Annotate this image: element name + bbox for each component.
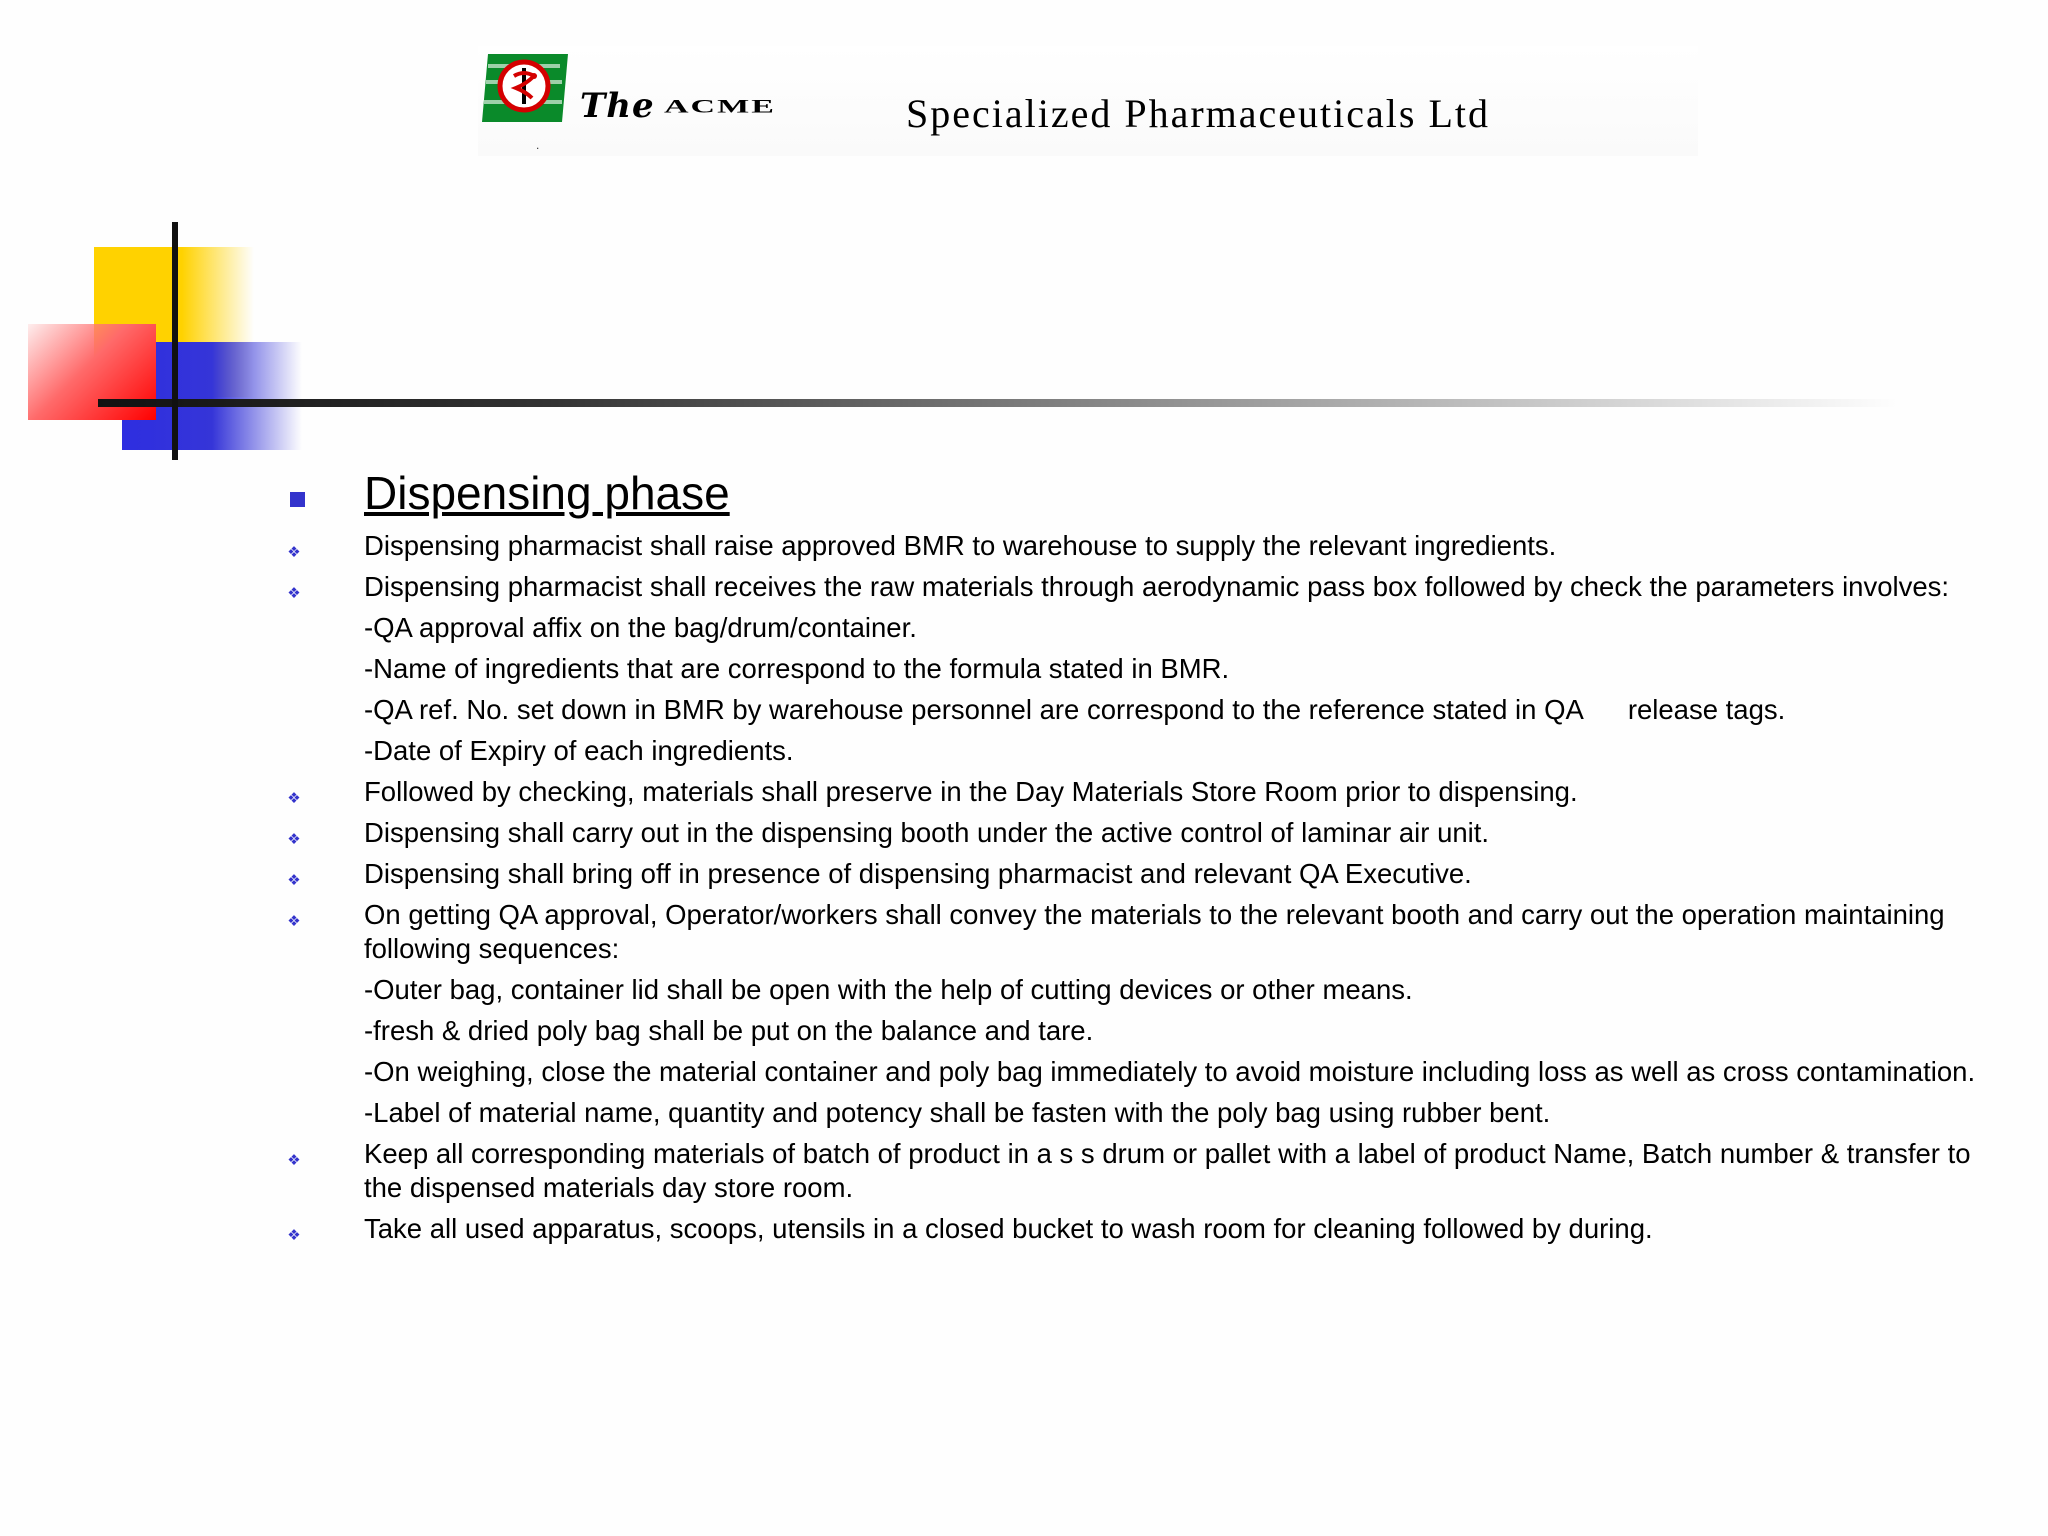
sub-list-item	[284, 973, 2014, 1007]
logo-acme-text: ACME	[664, 96, 776, 117]
list-item-text: -On weighing, close the material container and poly bag immediately to avoid moisture including loss as well as cross contamination.	[364, 1056, 1976, 1087]
sub-list-item	[284, 1055, 2014, 1089]
list-item	[284, 529, 2014, 563]
list-item-text: Dispensing shall bring off in presence of dispensing pharmacist and relevant QA Executive.	[364, 858, 1472, 889]
list-item-text: -QA approval affix on the bag/drum/container.	[364, 612, 917, 643]
list-item-text: Keep all corresponding materials of batch of product in a s s drum or pallet with a label of product Name, Batch number & transfer to the dispensed materials day store room.	[364, 1138, 1971, 1203]
list-item-text: -fresh & dried poly bag shall be put on the balance and tare.	[364, 1015, 1094, 1046]
bullet-list	[284, 529, 2014, 1246]
list-item-text: -Date of Expiry of each ingredients.	[364, 735, 794, 766]
diamond-bullet-icon: ❖	[287, 789, 301, 807]
diamond-bullet-icon: ❖	[287, 584, 301, 602]
sub-list-item	[284, 1014, 2014, 1048]
list-item	[284, 857, 2014, 891]
sub-list-item	[284, 611, 2014, 645]
sub-list-item	[284, 734, 2014, 768]
sub-list-item	[284, 1096, 2014, 1130]
diamond-bullet-icon: ❖	[287, 912, 301, 930]
list-item-text: Dispensing pharmacist shall raise approved BMR to warehouse to supply the relevant ingredients.	[364, 530, 1557, 561]
sub-list-item	[284, 652, 2014, 686]
list-item	[284, 1212, 2014, 1246]
content-area	[284, 462, 2014, 1246]
list-item-text: Dispensing shall carry out in the dispensing booth under the active control of laminar air unit.	[364, 817, 1490, 848]
list-item	[284, 775, 2014, 809]
list-item-text: -Label of material name, quantity and potency shall be fasten with the poly bag using rubber bent.	[364, 1097, 1551, 1128]
diamond-bullet-icon: ❖	[287, 1226, 301, 1244]
list-item-text: -Name of ingredients that are correspond to the formula stated in BMR.	[364, 653, 1230, 684]
diamond-bullet-icon: ❖	[287, 871, 301, 889]
list-item-text: -Outer bag, container lid shall be open with the help of cutting devices or other means.	[364, 974, 1413, 1005]
list-item-text-continued: release tags.	[1627, 694, 1786, 725]
list-item	[284, 816, 2014, 850]
section-title-row	[284, 462, 2014, 522]
company-name: Specialized Pharmaceuticals Ltd	[906, 91, 1491, 136]
acme-logo-icon	[482, 50, 568, 122]
section-title: Dispensing phase	[364, 467, 730, 519]
decor-horizontal-line	[98, 399, 1898, 407]
diamond-bullet-icon: ❖	[287, 1151, 301, 1169]
logo-the-text: The	[580, 86, 655, 126]
list-item-text: On getting QA approval, Operator/workers shall convey the materials to the relevant booth and carry out the operation maintaining following sequences:	[364, 899, 1945, 964]
logo-dot: .	[536, 138, 540, 152]
square-bullet-icon	[290, 492, 305, 507]
diamond-bullet-icon: ❖	[287, 543, 301, 561]
list-item	[284, 570, 2014, 604]
decor-vertical-line	[172, 222, 178, 460]
list-item-text: Take all used apparatus, scoops, utensils in a closed bucket to wash room for cleaning followed by during.	[364, 1213, 1653, 1244]
list-item	[284, 898, 2014, 966]
list-item-text: Dispensing pharmacist shall receives the raw materials through aerodynamic pass box followed by check the parameters involves:	[364, 571, 1950, 602]
diamond-bullet-icon: ❖	[287, 830, 301, 848]
list-item-text: -QA ref. No. set down in BMR by warehouse personnel are correspond to the reference stated in QA	[364, 694, 1584, 725]
list-item-text: Followed by checking, materials shall preserve in the Day Materials Store Room prior to dispensing.	[364, 776, 1578, 807]
header-logo-banner	[478, 46, 1698, 156]
sub-list-item	[284, 693, 2014, 727]
list-item	[284, 1137, 2014, 1205]
